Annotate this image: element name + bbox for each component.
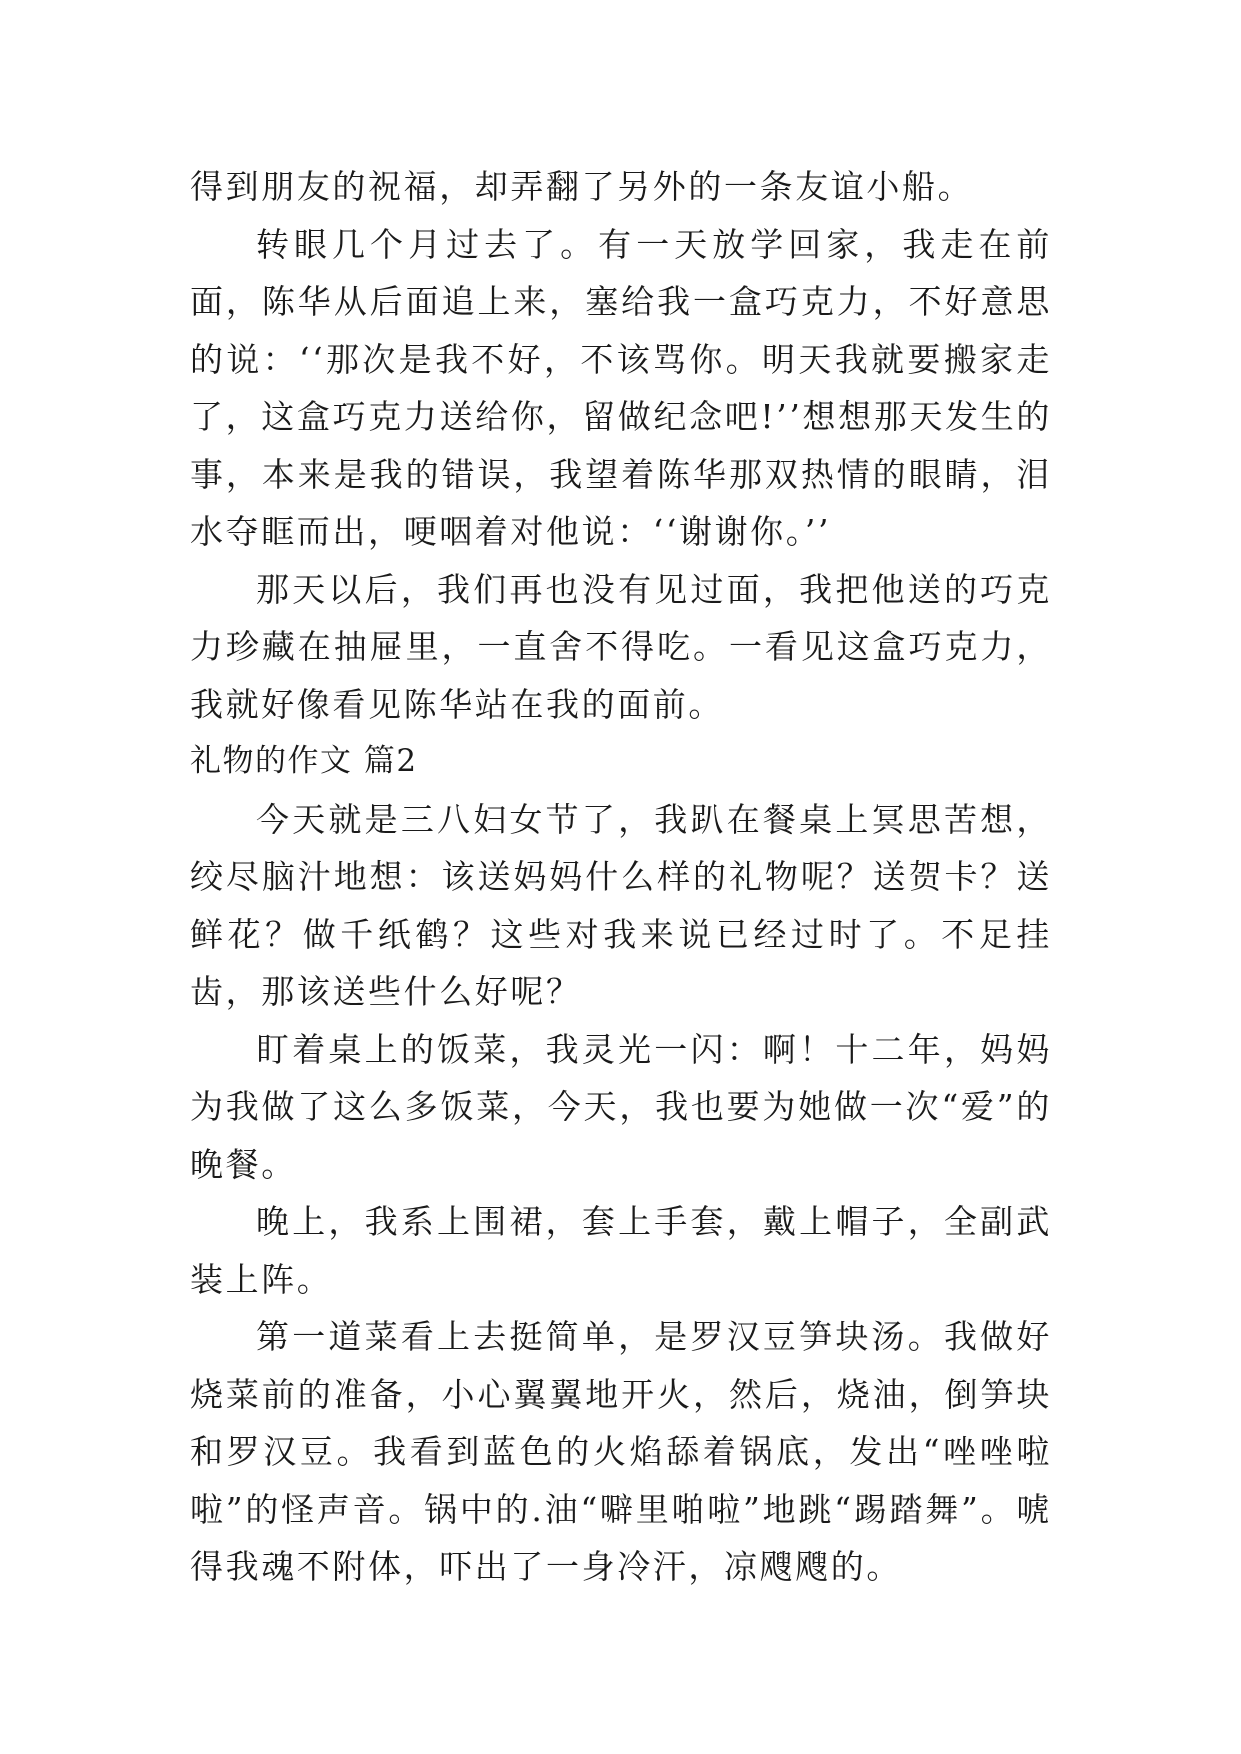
paragraph-continuation: 得到朋友的祝福，却弄翻了另外的一条友谊小船。 — [190, 167, 974, 206]
paragraph: 晚上，我系上围裙，套上手套，戴上帽子，全副武装上阵。 — [190, 1202, 1052, 1299]
paragraph: 那天以后，我们再也没有见过面，我把他送的巧克力珍藏在抽屉里，一直舍不得吃。一看见这盒巧克力，我就好像看见陈华站在我的面前。 — [190, 569, 1052, 724]
paragraph: 第一道菜看上去挺简单，是罗汉豆笋块汤。我做好烧菜前的准备，小心翼翼地开火，然后，烧油，倒笋块和罗汉豆。我看到蓝色的火焰舔着锅底，发出“唑唑啦啦”的怪声音。锅中的.油“噼里啪啦”地跳“踢踏舞”。唬得我魂不附体，吓出了一身冷汗，凉飕飕的。 — [190, 1317, 1052, 1586]
paragraph: 转眼几个月过去了。有一天放学回家，我走在前面，陈华从后面追上来，塞给我一盒巧克力，不好意思的说：‘‘那次是我不好，不该骂你。明天我就要搬家走了，这盒巧克力送给你，留做纪念吧!’’想想那天发生的事，本来是我的错误，我望着陈华那双热情的眼睛，泪水夺眶而出，哽咽着对他说：‘‘谢谢你。’’ — [190, 224, 1052, 551]
paragraph: 今天就是三八妇女节了，我趴在餐桌上冥思苦想，绞尽脑汁地想：该送妈妈什么样的礼物呢？送贺卡？送鲜花？做千纸鹤？这些对我来说已经过时了。不足挂齿，那该送些什么好呢？ — [190, 799, 1052, 1011]
section-heading: 礼物的作文 篇2 — [190, 743, 418, 779]
document-body — [190, 158, 1052, 1596]
paragraph: 盯着桌上的饭菜，我灵光一闪：啊！十二年，妈妈为我做了这么多饭菜，今天，我也要为她做一次“爱”的晚餐。 — [190, 1029, 1052, 1184]
